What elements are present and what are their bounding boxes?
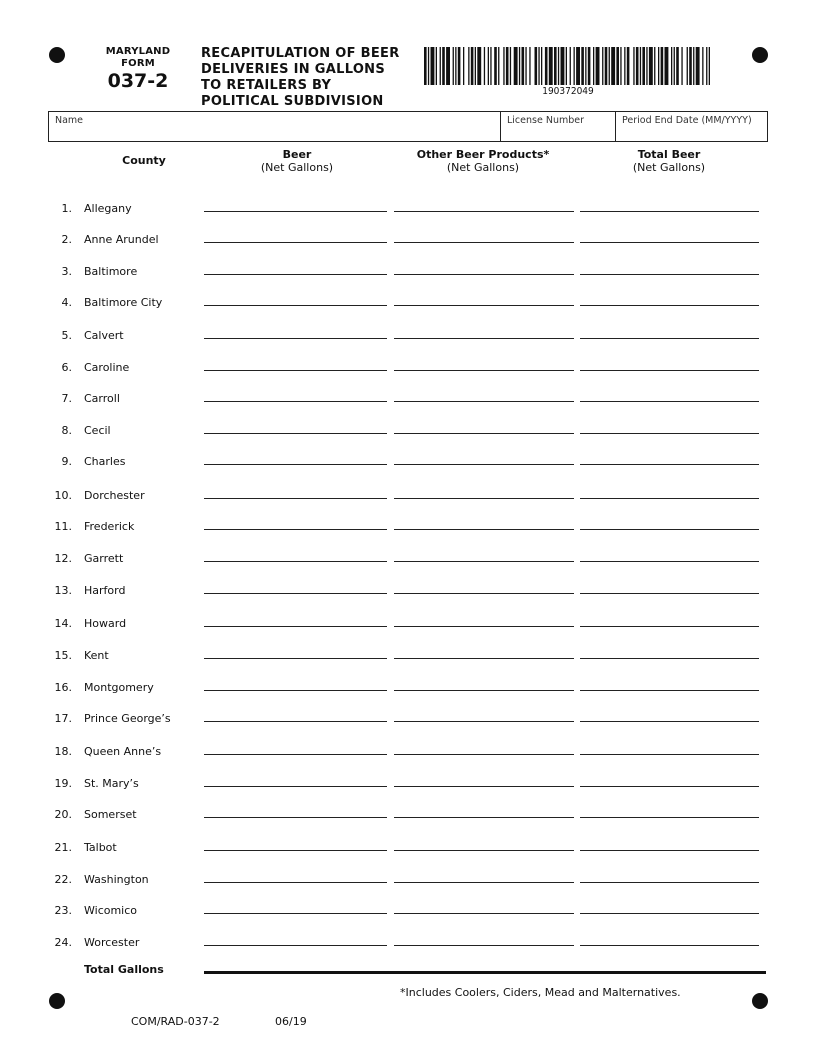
barcode-bar <box>633 47 634 85</box>
barcode-bar <box>519 47 520 85</box>
total-gallons-input[interactable] <box>582 261 761 275</box>
license-number-field[interactable] <box>500 112 616 141</box>
barcode-bar <box>636 47 639 85</box>
other-gallons-input[interactable] <box>396 516 576 530</box>
barcode-bar <box>689 47 692 85</box>
barcode-bar <box>702 47 703 85</box>
barcode-bar <box>490 47 491 85</box>
barcode-bar <box>498 47 499 85</box>
county-row <box>0 451 816 475</box>
county-row <box>0 869 816 893</box>
total-gallons-input[interactable] <box>582 741 761 755</box>
barcode-bar <box>596 47 600 85</box>
barcode-bar <box>455 47 456 85</box>
barcode-bar <box>693 47 694 85</box>
other-gallons-input[interactable] <box>396 837 576 851</box>
county-number: 23. <box>54 904 72 917</box>
barcode-bar <box>541 47 542 85</box>
barcode-bar <box>484 47 485 85</box>
barcode-bar <box>471 47 474 85</box>
county-row <box>0 388 816 412</box>
other-gallons-input[interactable] <box>396 645 576 659</box>
total-gallons-input[interactable] <box>582 357 761 371</box>
county-row <box>0 932 816 956</box>
form-code: COM/RAD-037-2 <box>131 1015 220 1028</box>
county-number: 22. <box>54 873 72 886</box>
barcode-bar <box>428 47 429 85</box>
registration-mark-top-left <box>49 47 65 63</box>
county-name: Frederick <box>84 520 135 533</box>
title-line: POLITICAL SUBDIVISION <box>201 94 384 109</box>
other-gallons-input[interactable] <box>396 773 576 787</box>
barcode-bar <box>627 47 630 85</box>
other-gallons-input[interactable] <box>396 741 576 755</box>
other-gallons-input[interactable] <box>396 580 576 594</box>
county-name: Carroll <box>84 392 120 405</box>
form-identifier <box>98 46 178 92</box>
county-number: 3. <box>61 265 72 278</box>
county-number: 12. <box>54 552 72 565</box>
barcode-bar <box>624 47 625 85</box>
beer-gallons-input[interactable] <box>206 388 389 402</box>
beer-gallons-input[interactable] <box>206 261 389 275</box>
total-gallons-input[interactable] <box>582 804 761 818</box>
county-row <box>0 804 816 828</box>
barcode-bar <box>525 47 526 85</box>
title-line: DELIVERIES IN GALLONS <box>201 62 386 77</box>
other-gallons-input[interactable] <box>396 229 576 243</box>
other-gallons-input[interactable] <box>396 420 576 434</box>
county-name: Caroline <box>84 361 130 374</box>
county-name: Worcester <box>84 936 140 949</box>
name-label: Name <box>55 115 84 126</box>
other-gallons-input[interactable] <box>396 261 576 275</box>
barcode-bar <box>605 47 608 85</box>
barcode-bar <box>558 47 559 85</box>
barcode-bar <box>620 47 621 85</box>
county-number: 18. <box>54 745 72 758</box>
county-name: Montgomery <box>84 681 154 694</box>
county-column-header: County <box>122 154 166 167</box>
period-end-date-label: Period End Date (MM/YYYY) <box>622 115 752 126</box>
county-row <box>0 708 816 732</box>
barcode-bar <box>446 47 450 85</box>
barcode-bar <box>554 47 557 85</box>
barcode-bar <box>458 47 461 85</box>
barcode-bar <box>654 47 655 85</box>
other-gallons-input[interactable] <box>396 900 576 914</box>
registration-mark-top-right <box>752 47 768 63</box>
name-field[interactable] <box>49 112 500 141</box>
total-gallons-input[interactable] <box>582 516 761 530</box>
county-number: 1. <box>61 202 72 215</box>
barcode-bar <box>510 47 511 85</box>
county-row <box>0 325 816 349</box>
beer-gallons-input[interactable] <box>206 548 389 562</box>
barcode-bar <box>709 47 710 85</box>
barcode <box>424 47 712 85</box>
barcode-bar <box>477 47 481 85</box>
total-gallons-input[interactable] <box>582 580 761 594</box>
county-row <box>0 420 816 444</box>
beer-gallons-input[interactable] <box>206 292 389 306</box>
total-gallons-input[interactable] <box>582 198 761 212</box>
other-gallons-input[interactable] <box>396 932 576 946</box>
barcode-bar <box>561 47 565 85</box>
other-gallons-input[interactable] <box>396 708 576 722</box>
barcode-bar <box>665 47 669 85</box>
county-row <box>0 548 816 572</box>
county-name: St. Mary’s <box>84 777 139 790</box>
county-row <box>0 837 816 861</box>
total-gallons-input[interactable] <box>582 229 761 243</box>
county-number: 10. <box>54 489 72 502</box>
beer-gallons-input[interactable] <box>206 773 389 787</box>
county-name: Allegany <box>84 202 132 215</box>
total-gallons-input[interactable] <box>582 869 761 883</box>
county-name: Garrett <box>84 552 124 565</box>
beer-gallons-input[interactable] <box>206 932 389 946</box>
beer-gallons-input[interactable] <box>206 900 389 914</box>
total-beer-column-header <box>578 148 760 174</box>
total-gallons-input[interactable] <box>582 548 761 562</box>
county-number: 5. <box>61 329 72 342</box>
barcode-bar <box>646 47 647 85</box>
beer-gallons-input[interactable] <box>206 677 389 691</box>
barcode-bar <box>640 47 641 85</box>
other-gallons-input[interactable] <box>396 804 576 818</box>
beer-column-header <box>204 148 390 174</box>
total-gallons-input[interactable] <box>582 677 761 691</box>
barcode-bar <box>538 47 539 85</box>
barcode-bar <box>616 47 619 85</box>
barcode-bar <box>545 47 548 85</box>
county-number: 16. <box>54 681 72 694</box>
period-end-date-field[interactable] <box>615 112 767 141</box>
barcode-bar <box>593 47 594 85</box>
barcode-bar <box>424 47 427 85</box>
other-gallons-input[interactable] <box>396 198 576 212</box>
form-word: FORM <box>121 58 155 69</box>
other-gallons-input[interactable] <box>396 388 576 402</box>
period-end-date-input[interactable] <box>622 124 761 139</box>
total-gallons-input[interactable] <box>582 932 761 946</box>
county-name: Washington <box>84 873 149 886</box>
license-number-label: License Number <box>507 115 584 126</box>
beer-gallons-input[interactable] <box>206 198 389 212</box>
total-gallons-input[interactable] <box>582 837 761 851</box>
barcode-bar <box>522 47 525 85</box>
barcode-bar <box>611 47 615 85</box>
form-revision-date: 06/19 <box>275 1015 307 1028</box>
county-number: 15. <box>54 649 72 662</box>
registration-mark-bottom-right <box>752 993 768 1009</box>
county-row <box>0 229 816 253</box>
county-row <box>0 198 816 222</box>
barcode-bar <box>442 47 445 85</box>
total-gallons-input[interactable] <box>582 292 761 306</box>
other-gallons-input[interactable] <box>396 292 576 306</box>
other-gallons-input[interactable] <box>396 325 576 339</box>
county-number: 20. <box>54 808 72 821</box>
county-number: 14. <box>54 617 72 630</box>
barcode-bar <box>681 47 682 85</box>
county-name: Harford <box>84 584 126 597</box>
county-row <box>0 516 816 540</box>
total-gallons-input[interactable] <box>582 708 761 722</box>
barcode-bar <box>649 47 653 85</box>
barcode-bar <box>674 47 675 85</box>
county-number: 9. <box>61 455 72 468</box>
other-gallons-input[interactable] <box>396 548 576 562</box>
other-beer-products-column-header <box>388 148 578 174</box>
form-title <box>201 46 400 110</box>
barcode-bar <box>574 47 575 85</box>
barcode-bar <box>676 47 679 85</box>
beer-gallons-input[interactable] <box>206 837 389 851</box>
taxpayer-info-box <box>48 111 768 142</box>
county-name: Kent <box>84 649 109 662</box>
barcode-bar <box>661 47 664 85</box>
total-beer-column-unit: (Net Gallons) <box>632 161 706 174</box>
barcode-bar <box>468 47 469 85</box>
total-gallons-input[interactable] <box>582 420 761 434</box>
beer-gallons-input[interactable] <box>206 708 389 722</box>
county-number: 17. <box>54 712 72 725</box>
beer-gallons-input[interactable] <box>206 741 389 755</box>
other-gallons-input[interactable] <box>396 357 576 371</box>
beer-gallons-input[interactable] <box>206 869 389 883</box>
county-name: Howard <box>84 617 127 630</box>
barcode-bar <box>602 47 603 85</box>
total-beer-column-title: Total Beer <box>637 148 701 161</box>
beer-gallons-input[interactable] <box>206 580 389 594</box>
barcode-bar <box>696 47 700 85</box>
county-row <box>0 357 816 381</box>
barcode-bar <box>503 47 504 85</box>
barcode-bar <box>488 47 489 85</box>
beer-column-unit: (Net Gallons) <box>260 161 334 174</box>
barcode-bar <box>581 47 584 85</box>
county-row <box>0 645 816 669</box>
total-gallons-input[interactable] <box>582 451 761 465</box>
county-number: 11. <box>54 520 72 533</box>
barcode-bar <box>566 47 567 85</box>
other-gallons-input[interactable] <box>396 485 576 499</box>
county-number: 8. <box>61 424 72 437</box>
registration-mark-bottom-left <box>49 993 65 1009</box>
total-gallons-input[interactable] <box>582 773 761 787</box>
barcode-bar <box>658 47 659 85</box>
county-row <box>0 485 816 509</box>
state-label: MARYLAND <box>105 46 171 57</box>
county-number: 24. <box>54 936 72 949</box>
barcode-bar <box>687 47 688 85</box>
county-row <box>0 613 816 637</box>
county-number: 13. <box>54 584 72 597</box>
county-name: Wicomico <box>84 904 138 917</box>
barcode-bar <box>671 47 672 85</box>
county-number: 7. <box>61 392 72 405</box>
county-row <box>0 580 816 604</box>
county-number: 6. <box>61 361 72 374</box>
barcode-bar <box>514 47 518 85</box>
form-number: 037-2 <box>107 70 169 92</box>
barcode-bar <box>453 47 454 85</box>
barcode-bar <box>706 47 707 85</box>
total-gallons-input[interactable] <box>582 900 761 914</box>
barcode-bar <box>440 47 441 85</box>
barcode-bar <box>436 47 437 85</box>
county-name: Calvert <box>84 329 124 342</box>
barcode-bar <box>463 47 464 85</box>
county-row <box>0 741 816 765</box>
total-gallons-line <box>204 971 766 974</box>
total-gallons-input[interactable] <box>582 645 761 659</box>
barcode-number: 190372049 <box>542 86 594 97</box>
county-number: 21. <box>54 841 72 854</box>
license-number-input[interactable] <box>507 124 610 139</box>
county-name: Dorchester <box>84 489 145 502</box>
county-name: Somerset <box>84 808 137 821</box>
county-row <box>0 292 816 316</box>
county-name: Baltimore City <box>84 296 163 309</box>
total-gallons-input[interactable] <box>582 485 761 499</box>
total-gallons-input[interactable] <box>582 613 761 627</box>
county-name: Anne Arundel <box>84 233 159 246</box>
total-gallons-input[interactable] <box>582 325 761 339</box>
beer-gallons-input[interactable] <box>206 516 389 530</box>
total-gallons-label: Total Gallons <box>84 963 164 976</box>
barcode-bar <box>475 47 476 85</box>
title-line: RECAPITULATION OF BEER <box>201 46 400 61</box>
beer-gallons-input[interactable] <box>206 485 389 499</box>
barcode-bar <box>431 47 435 85</box>
other-gallons-input[interactable] <box>396 677 576 691</box>
barcode-bar <box>588 47 591 85</box>
barcode-bar <box>529 47 530 85</box>
county-row <box>0 773 816 797</box>
barcode-bar <box>609 47 610 85</box>
other-beer-products-column-title: Other Beer Products* <box>416 148 550 161</box>
barcode-bar <box>570 47 571 85</box>
county-row <box>0 900 816 924</box>
total-gallons-input[interactable] <box>582 388 761 402</box>
name-input[interactable] <box>55 124 494 139</box>
barcode-bar <box>494 47 497 85</box>
other-gallons-input[interactable] <box>396 451 576 465</box>
beer-gallons-input[interactable] <box>206 325 389 339</box>
footnote: *Includes Coolers, Ciders, Mead and Malternatives. <box>400 986 681 999</box>
barcode-bar <box>576 47 580 85</box>
beer-gallons-input[interactable] <box>206 229 389 243</box>
county-number: 19. <box>54 777 72 790</box>
county-number: 2. <box>61 233 72 246</box>
county-number: 4. <box>61 296 72 309</box>
other-gallons-input[interactable] <box>396 869 576 883</box>
county-name: Prince George’s <box>84 712 171 725</box>
county-row <box>0 261 816 285</box>
county-name: Charles <box>84 455 126 468</box>
barcode-bar <box>642 47 645 85</box>
beer-gallons-input[interactable] <box>206 451 389 465</box>
beer-column-title: Beer <box>282 148 312 161</box>
other-gallons-input[interactable] <box>396 613 576 627</box>
county-name: Talbot <box>84 841 117 854</box>
county-name: Cecil <box>84 424 111 437</box>
county-name: Baltimore <box>84 265 138 278</box>
beer-gallons-input[interactable] <box>206 420 389 434</box>
barcode-bar <box>506 47 509 85</box>
beer-gallons-input[interactable] <box>206 357 389 371</box>
barcode-bar <box>549 47 553 85</box>
beer-gallons-input[interactable] <box>206 804 389 818</box>
other-beer-products-column-unit: (Net Gallons) <box>446 161 520 174</box>
title-line: TO RETAILERS BY <box>201 78 332 93</box>
county-row <box>0 677 816 701</box>
barcode-bar <box>535 47 538 85</box>
beer-gallons-input[interactable] <box>206 613 389 627</box>
beer-gallons-input[interactable] <box>206 645 389 659</box>
barcode-bar <box>585 47 586 85</box>
county-name: Queen Anne’s <box>84 745 162 758</box>
